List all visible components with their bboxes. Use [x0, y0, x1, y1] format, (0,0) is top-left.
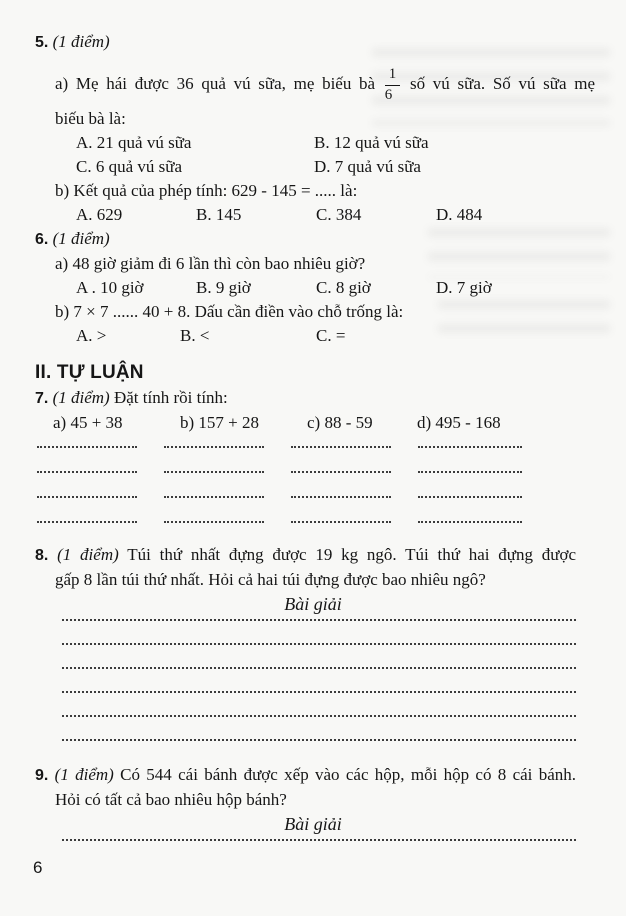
answer-line-row — [37, 518, 626, 523]
question9-text-line2: Hỏi có tất cả bao nhiêu hộp bánh? — [55, 790, 287, 809]
question6a-text: a) 48 giờ giảm đi 6 lần thì còn bao nhiêu giờ? — [55, 254, 366, 273]
question6b-options — [76, 324, 626, 348]
option-b: B. 9 giờ — [196, 278, 251, 297]
question6-header — [35, 227, 626, 252]
question9-number: 9. — [35, 767, 49, 784]
question8-text: Túi thứ nhất đựng được 19 kg ngô. Túi thứ hai đựng được — [127, 545, 576, 564]
answer-line-row — [37, 493, 626, 498]
question7-item-b: b) 157 + 28 — [180, 413, 259, 432]
question7-title: Đặt tính rồi tính: — [113, 388, 228, 407]
answer-line — [418, 468, 522, 473]
question6a-options — [76, 276, 626, 300]
answer-line — [291, 468, 391, 473]
answer-line — [37, 443, 137, 448]
answer-line — [37, 493, 137, 498]
option-d: D. 484 — [436, 205, 483, 224]
option-a: A. > — [76, 326, 107, 345]
question5a-options-row1 — [76, 131, 626, 155]
question8 — [35, 543, 576, 592]
question7-points: (1 điểm) — [52, 388, 110, 407]
question6-points: (1 điểm) — [52, 229, 110, 248]
option-c: C. 6 quả vú sữa — [76, 157, 183, 176]
answer-line — [62, 643, 576, 645]
option-b: B. 12 quả vú sữa — [314, 133, 429, 152]
question7-number: 7. — [35, 390, 49, 407]
answer-line — [164, 443, 264, 448]
question7-items — [53, 411, 626, 435]
answer-line-row — [37, 443, 626, 448]
answer-line — [164, 468, 264, 473]
option-d: D. 7 quả vú sữa — [314, 157, 421, 176]
answer-line — [291, 443, 391, 448]
question9-text: Có 544 cái bánh được xếp vào các hộp, mỗi hộp có 8 cái bánh. — [120, 765, 577, 784]
question5-header — [35, 30, 626, 55]
answer-line — [164, 493, 264, 498]
option-a: A . 10 giờ — [76, 278, 144, 297]
option-c: C. 8 giờ — [316, 278, 371, 297]
answer-line — [62, 691, 576, 693]
answer-line — [418, 443, 522, 448]
question5b-text: b) Kết quả của phép tính: 629 - 145 = ..... là: — [55, 181, 358, 200]
question5a-text-line2: biếu bà là: — [55, 109, 126, 128]
question9-points: (1 điểm) — [54, 765, 114, 784]
answer-line — [418, 493, 522, 498]
question6b-text: b) 7 × 7 ...... 40 + 8. Dấu cần điền vào chỗ trống là: — [55, 302, 404, 321]
question9 — [35, 763, 576, 812]
answer-line — [62, 667, 576, 669]
answer-line — [291, 493, 391, 498]
question8-number: 8. — [35, 547, 49, 564]
question9-text-line1 — [35, 763, 576, 788]
question5a-intro: a) Mẹ hái được 36 quả vú sữa, mẹ biếu bà — [55, 74, 376, 93]
answer-line — [62, 839, 576, 841]
question5-points: (1 điểm) — [52, 32, 110, 51]
answer-line — [164, 518, 264, 523]
question7-answer-grid — [0, 443, 626, 523]
fraction-numerator: 1 — [385, 66, 401, 85]
answer-line — [418, 518, 522, 523]
answer-line — [62, 739, 576, 741]
option-a: A. 629 — [76, 205, 123, 224]
question5-number: 5. — [35, 34, 49, 51]
page-number: 6 — [33, 858, 43, 877]
section-heading: II. TỰ LUẬN — [35, 362, 144, 383]
question7-item-d: d) 495 - 168 — [417, 413, 501, 432]
option-b: B. 145 — [196, 205, 242, 224]
option-a: A. 21 quả vú sữa — [76, 133, 192, 152]
solution-label: Bài giải — [284, 594, 342, 614]
solution-label: Bài giải — [284, 814, 342, 834]
answer-line — [291, 518, 391, 523]
option-d: D. 7 giờ — [436, 278, 492, 297]
fraction-denominator: 6 — [384, 86, 393, 103]
question6-number: 6. — [35, 231, 49, 248]
fraction-one-sixth — [385, 66, 401, 104]
question5a-intro-cont: số vú sữa. Số vú sữa mẹ — [410, 74, 596, 93]
question7-item-c: c) 88 - 59 — [307, 413, 373, 432]
answer-line-row — [37, 468, 626, 473]
question5b-options — [76, 203, 626, 227]
option-b: B. < — [180, 326, 210, 345]
answer-line — [37, 468, 137, 473]
question7-header — [35, 386, 626, 411]
question8-text-line2: gấp 8 lần túi thứ nhất. Hỏi cả hai túi đựng được bao nhiêu ngô? — [55, 570, 486, 589]
question8-text-line1 — [35, 543, 576, 568]
question8-points: (1 điểm) — [57, 545, 119, 564]
question7-item-a: a) 45 + 38 — [53, 413, 123, 432]
option-c: C. 384 — [316, 205, 362, 224]
question5a-text-line1 — [55, 61, 595, 107]
question5a-options-row2 — [76, 155, 626, 179]
answer-line — [62, 715, 576, 717]
answer-line — [37, 518, 137, 523]
answer-line — [62, 619, 576, 621]
option-c: C. = — [316, 326, 346, 345]
